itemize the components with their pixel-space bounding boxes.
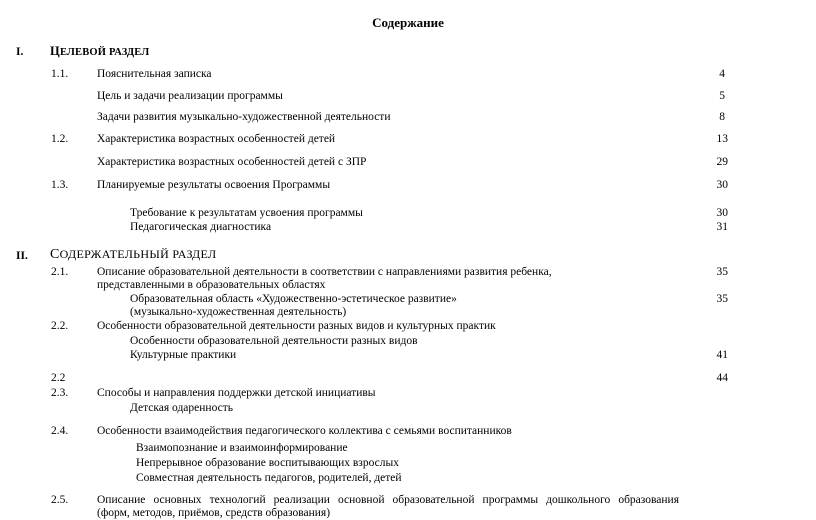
toc-entry-page: 31: [716, 221, 728, 233]
toc-entry-text: Непрерывное образование воспитывающих взрослых: [136, 457, 399, 469]
toc-entry-number: 1.3.: [51, 179, 69, 191]
section-1-heading: [50, 45, 149, 59]
toc-entry-number: 2.5.: [51, 494, 69, 506]
toc-entry-number: 1.1.: [51, 68, 69, 80]
toc-entry-text: Особенности взаимодействия педагогического коллектива с семьями воспитанников: [97, 425, 512, 437]
toc-entry-page: 4: [719, 68, 725, 80]
toc-entry-number: 2.3.: [51, 387, 69, 399]
toc-entry-page: 29: [716, 156, 728, 168]
toc-entry-text: Характеристика возрастных особенностей детей: [97, 133, 336, 145]
toc-entry-text: Детская одаренность: [130, 402, 233, 414]
toc-entry-text: Образовательная область «Художественно-эстетическое развитие»: [130, 293, 457, 305]
toc-entry-text: Совместная деятельность педагогов, родителей, детей: [136, 472, 402, 484]
toc-entry-page: 30: [716, 207, 728, 219]
section-2-heading-rest: ОДЕРЖАТЕЛЬНЫЙ РАЗДЕЛ: [59, 247, 217, 261]
toc-entry-text: Пояснительная записка: [97, 68, 212, 80]
toc-entry-text-continued: представленными в образовательных областях: [97, 279, 326, 291]
section-2-numeral: II.: [16, 250, 28, 262]
section-2-heading: [50, 248, 216, 261]
toc-entry-text: Задачи развития музыкально-художественной деятельности: [97, 111, 391, 123]
toc-entry-page: 35: [716, 293, 728, 305]
toc-entry-number: 2.4.: [51, 425, 69, 437]
section-1-numeral: I.: [16, 46, 24, 58]
document-title: Содержание: [372, 15, 444, 30]
toc-entry-text-continued: (музыкально-художественная деятельность): [130, 306, 347, 318]
toc-entry-page: 13: [716, 133, 728, 145]
section-1-heading-rest: ЕЛЕВОЙ РАЗДЕЛ: [59, 47, 150, 58]
toc-entry-text: Взаимопознание и взаимоинформирование: [136, 442, 348, 454]
toc-entry-text: Педагогическая диагностика: [130, 221, 272, 233]
toc-entry-text: Цель и задачи реализации программы: [97, 90, 283, 102]
toc-entry-text: Планируемые результаты освоения Программы: [97, 179, 331, 191]
toc-entry-page: 44: [716, 372, 728, 384]
toc-entry-text: Требование к результатам усвоения программы: [130, 207, 363, 219]
toc-entry-text: Описание образовательной деятельности в соответствии с направлениями развития ребенка,: [97, 266, 552, 278]
toc-entry-text-continued: (форм, методов, приёмов, средств образования): [97, 507, 331, 519]
section-2-heading-cap: С: [50, 247, 60, 262]
toc-entry-page: 8: [719, 111, 725, 123]
toc-entry-page: 30: [716, 179, 728, 191]
toc-entry-text: Способы и направления поддержки детской инициативы: [97, 387, 376, 399]
toc-entry-number: 2.2: [51, 372, 66, 384]
toc-entry-number: 2.2.: [51, 320, 69, 332]
toc-entry-number: 1.2.: [51, 133, 69, 145]
toc-entry-text: Особенности образовательной деятельности разных видов и культурных практик: [97, 320, 496, 332]
toc-entry-page: 35: [716, 266, 728, 278]
toc-entry-text: Культурные практики: [130, 349, 237, 361]
toc-entry-number: 2.1.: [51, 266, 69, 278]
section-1-heading-cap: Ц: [50, 44, 60, 58]
toc-entry-page: 41: [716, 349, 728, 361]
toc-entry-text: Описание основных технологий реализации основной образовательной программы дошкольного образования: [97, 494, 679, 506]
toc-entry-text: Характеристика возрастных особенностей детей с ЗПР: [97, 156, 367, 168]
toc-entry-page: 5: [719, 90, 725, 102]
toc-entry-text: Особенности образовательной деятельности разных видов: [130, 335, 418, 347]
